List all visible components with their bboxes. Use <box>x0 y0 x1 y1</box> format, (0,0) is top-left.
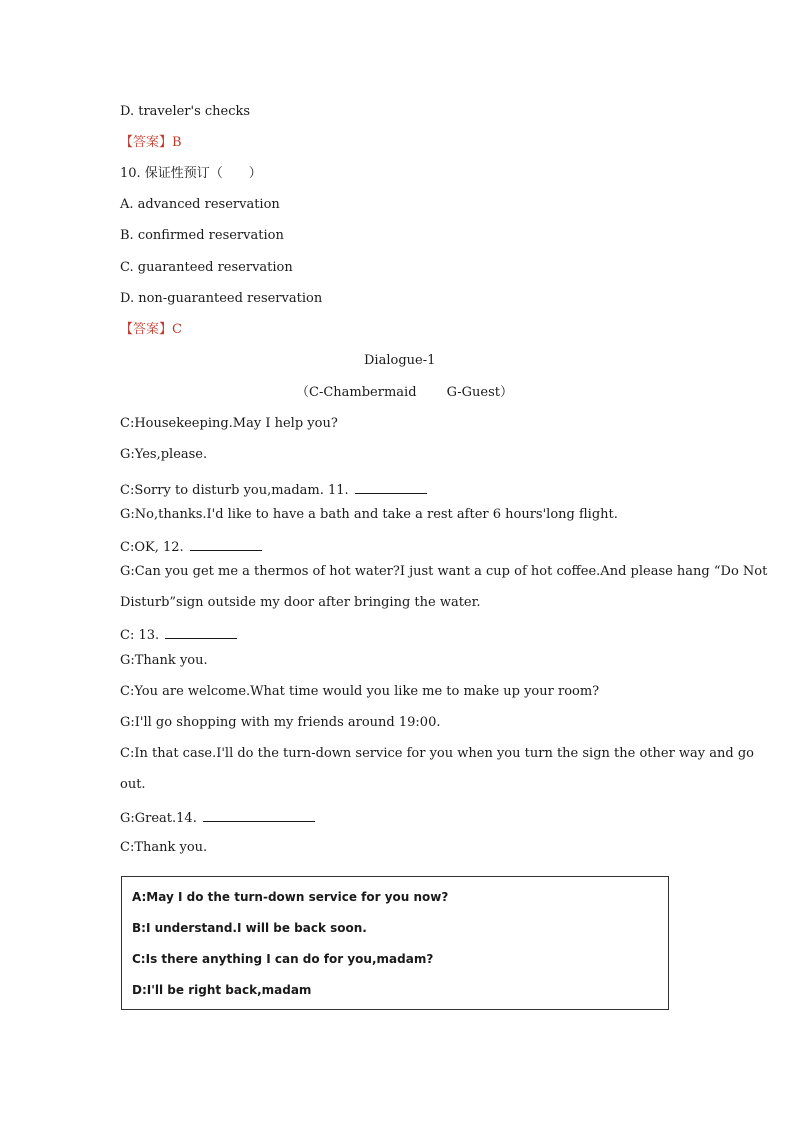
dialogue-line-text: G:Great.14. <box>120 811 197 826</box>
dialogue-title: Dialogue-1 <box>364 353 436 368</box>
dialogue-line: C:Housekeeping.May I help you? <box>120 416 338 431</box>
dialogue-line-text: C:Sorry to disturb you,madam. 11. <box>120 483 349 498</box>
dialogue-line: out. <box>120 777 146 792</box>
dialogue-line: G:Can you get me a thermos of hot water?I just want a cup of hot coffee.And please hang “Do Not <box>120 564 768 579</box>
dialogue-line: C:You are welcome.What time would you like me to make up your room? <box>120 684 600 699</box>
dialogue-line-text: C: 13. <box>120 628 160 643</box>
answer-value: C <box>172 322 182 337</box>
dialogue-line: Disturb”sign outside my door after bringing the water. <box>120 595 481 610</box>
dialogue-line: G:I'll go shopping with my friends around 19:00. <box>120 715 441 730</box>
question-10-option-a: A. advanced reservation <box>120 197 280 212</box>
dialogue-line: G:Yes,please. <box>120 447 208 462</box>
dialogue-line-blank-13 <box>120 626 237 644</box>
dialogue-line-text: C:OK, 12. <box>120 540 184 555</box>
answer-label: 【答案】 <box>120 322 173 337</box>
dialogue-line: G:Thank you. <box>120 653 208 668</box>
choice-d: D:I'll be right back,madam <box>132 983 312 997</box>
answer-line-2 <box>120 322 182 338</box>
dialogue-line: C:In that case.I'll do the turn-down service for you when you turn the sign the other way and go <box>120 746 754 761</box>
question-10-option-c: C. guaranteed reservation <box>120 260 293 275</box>
dialogue-line-blank-11 <box>120 481 427 499</box>
option-d-travelers-checks: D. traveler's checks <box>120 104 251 119</box>
dialogue-line-blank-12 <box>120 538 262 556</box>
choice-c: C:Is there anything I can do for you,madam? <box>132 952 434 966</box>
dialogue-line: C:Thank you. <box>120 840 208 855</box>
choice-a: A:May I do the turn-down service for you now? <box>132 890 449 904</box>
question-10-option-d: D. non-guaranteed reservation <box>120 291 323 306</box>
answer-blank-13[interactable] <box>165 626 237 639</box>
answer-value: B <box>172 135 182 150</box>
dialogue-roles: （C-Chambermaid G-Guest） <box>296 385 514 400</box>
dialogue-line-blank-14 <box>120 809 315 827</box>
answer-blank-14[interactable] <box>203 809 315 822</box>
question-10-option-b: B. confirmed reservation <box>120 228 284 243</box>
answer-blank-12[interactable] <box>190 538 262 551</box>
choice-b: B:I understand.I will be back soon. <box>132 921 367 935</box>
question-10-stem: 10. 保证性预订（ ） <box>120 166 262 181</box>
answer-label: 【答案】 <box>120 135 173 150</box>
answer-blank-11[interactable] <box>355 481 427 494</box>
choices-box <box>121 876 669 1010</box>
dialogue-line: G:No,thanks.I'd like to have a bath and take a rest after 6 hours'long flight. <box>120 507 618 522</box>
answer-line-1 <box>120 135 182 151</box>
